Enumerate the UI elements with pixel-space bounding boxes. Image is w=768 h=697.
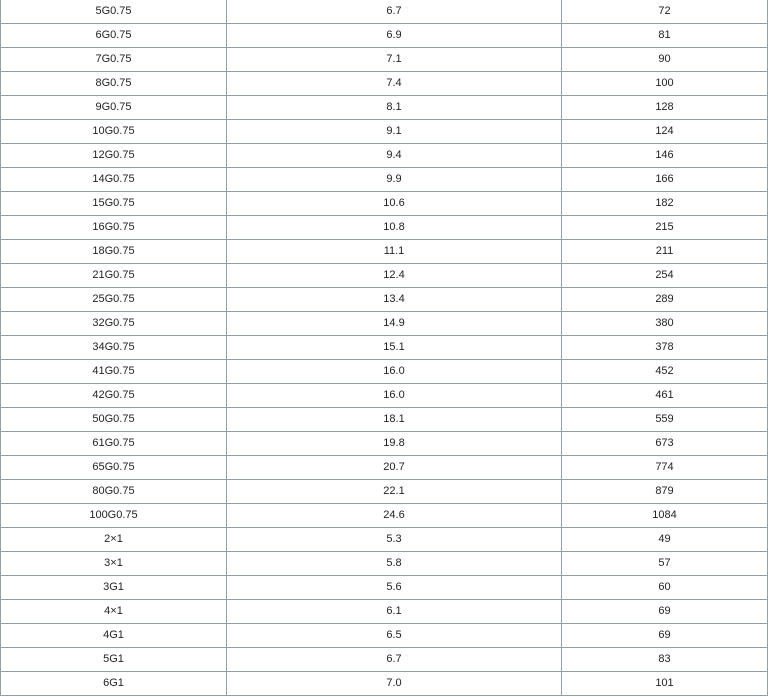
table-row (1, 504, 768, 528)
cable-size-cell: 32G0.75 (1, 312, 227, 336)
cable-size-cell: 18G0.75 (1, 240, 227, 264)
weight-cell: 254 (562, 264, 768, 288)
diameter-cell: 5.8 (227, 552, 562, 576)
table-row (1, 600, 768, 624)
table-row (1, 312, 768, 336)
weight-cell: 215 (562, 216, 768, 240)
weight-cell: 211 (562, 240, 768, 264)
table-row (1, 288, 768, 312)
diameter-cell: 15.1 (227, 336, 562, 360)
weight-cell: 90 (562, 48, 768, 72)
weight-cell: 1084 (562, 504, 768, 528)
diameter-cell: 6.5 (227, 624, 562, 648)
table-row (1, 456, 768, 480)
table-row (1, 432, 768, 456)
cable-size-cell: 80G0.75 (1, 480, 227, 504)
cable-size-cell: 50G0.75 (1, 408, 227, 432)
cable-size-cell: 2×1 (1, 528, 227, 552)
table-row (1, 96, 768, 120)
table-row (1, 648, 768, 672)
table-row (1, 408, 768, 432)
weight-cell: 879 (562, 480, 768, 504)
cable-size-cell: 12G0.75 (1, 144, 227, 168)
diameter-cell: 8.1 (227, 96, 562, 120)
weight-cell: 559 (562, 408, 768, 432)
diameter-cell: 16.0 (227, 384, 562, 408)
cable-size-cell: 9G0.75 (1, 96, 227, 120)
diameter-cell: 19.8 (227, 432, 562, 456)
table-row (1, 216, 768, 240)
cable-size-cell: 42G0.75 (1, 384, 227, 408)
cable-size-cell: 6G1 (1, 672, 227, 696)
table-row (1, 480, 768, 504)
diameter-cell: 18.1 (227, 408, 562, 432)
cable-size-cell: 25G0.75 (1, 288, 227, 312)
weight-cell: 60 (562, 576, 768, 600)
cable-size-cell: 100G0.75 (1, 504, 227, 528)
weight-cell: 146 (562, 144, 768, 168)
table-row (1, 144, 768, 168)
table-row (1, 672, 768, 696)
weight-cell: 49 (562, 528, 768, 552)
diameter-cell: 10.8 (227, 216, 562, 240)
weight-cell: 81 (562, 24, 768, 48)
cable-size-cell: 3×1 (1, 552, 227, 576)
weight-cell: 452 (562, 360, 768, 384)
diameter-cell: 9.4 (227, 144, 562, 168)
diameter-cell: 12.4 (227, 264, 562, 288)
table-row (1, 336, 768, 360)
table-row (1, 552, 768, 576)
diameter-cell: 20.7 (227, 456, 562, 480)
cable-size-cell: 21G0.75 (1, 264, 227, 288)
cable-size-cell: 4G1 (1, 624, 227, 648)
weight-cell: 378 (562, 336, 768, 360)
cable-size-cell: 3G1 (1, 576, 227, 600)
diameter-cell: 14.9 (227, 312, 562, 336)
weight-cell: 774 (562, 456, 768, 480)
table-row (1, 120, 768, 144)
cable-size-cell: 34G0.75 (1, 336, 227, 360)
weight-cell: 289 (562, 288, 768, 312)
cable-size-cell: 5G1 (1, 648, 227, 672)
cable-size-cell: 65G0.75 (1, 456, 227, 480)
weight-cell: 100 (562, 72, 768, 96)
weight-cell: 166 (562, 168, 768, 192)
weight-cell: 69 (562, 624, 768, 648)
weight-cell: 69 (562, 600, 768, 624)
cable-size-cell: 5G0.75 (1, 0, 227, 24)
table-row (1, 360, 768, 384)
diameter-cell: 16.0 (227, 360, 562, 384)
table-row (1, 576, 768, 600)
diameter-cell: 13.4 (227, 288, 562, 312)
cable-size-cell: 15G0.75 (1, 192, 227, 216)
diameter-cell: 11.1 (227, 240, 562, 264)
weight-cell: 83 (562, 648, 768, 672)
weight-cell: 182 (562, 192, 768, 216)
diameter-cell: 24.6 (227, 504, 562, 528)
diameter-cell: 10.6 (227, 192, 562, 216)
table-row (1, 168, 768, 192)
diameter-cell: 5.6 (227, 576, 562, 600)
table-body (1, 0, 768, 696)
table-row (1, 24, 768, 48)
cable-size-cell: 7G0.75 (1, 48, 227, 72)
cable-size-cell: 41G0.75 (1, 360, 227, 384)
diameter-cell: 9.9 (227, 168, 562, 192)
weight-cell: 101 (562, 672, 768, 696)
diameter-cell: 7.4 (227, 72, 562, 96)
weight-cell: 124 (562, 120, 768, 144)
table-row (1, 48, 768, 72)
table-row (1, 0, 768, 24)
table-row (1, 240, 768, 264)
weight-cell: 461 (562, 384, 768, 408)
table-row (1, 264, 768, 288)
diameter-cell: 6.7 (227, 0, 562, 24)
table-row (1, 192, 768, 216)
diameter-cell: 7.0 (227, 672, 562, 696)
diameter-cell: 22.1 (227, 480, 562, 504)
cable-size-cell: 4×1 (1, 600, 227, 624)
diameter-cell: 6.7 (227, 648, 562, 672)
table-row (1, 528, 768, 552)
cable-size-cell: 61G0.75 (1, 432, 227, 456)
cable-size-cell: 6G0.75 (1, 24, 227, 48)
diameter-cell: 5.3 (227, 528, 562, 552)
diameter-cell: 7.1 (227, 48, 562, 72)
cable-size-cell: 10G0.75 (1, 120, 227, 144)
diameter-cell: 6.1 (227, 600, 562, 624)
weight-cell: 128 (562, 96, 768, 120)
cable-size-cell: 8G0.75 (1, 72, 227, 96)
table-row (1, 624, 768, 648)
weight-cell: 380 (562, 312, 768, 336)
table-row (1, 384, 768, 408)
cable-size-cell: 14G0.75 (1, 168, 227, 192)
weight-cell: 673 (562, 432, 768, 456)
weight-cell: 72 (562, 0, 768, 24)
weight-cell: 57 (562, 552, 768, 576)
diameter-cell: 6.9 (227, 24, 562, 48)
cable-size-cell: 16G0.75 (1, 216, 227, 240)
table-row (1, 72, 768, 96)
diameter-cell: 9.1 (227, 120, 562, 144)
